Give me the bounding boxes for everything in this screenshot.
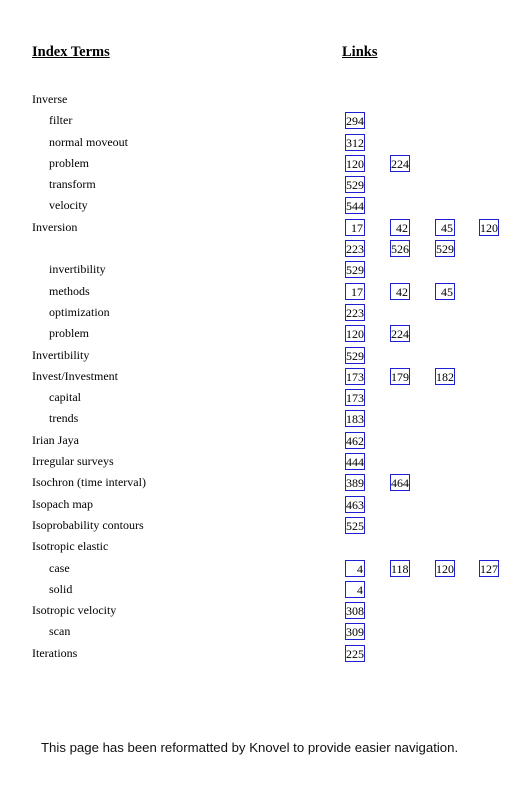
page-link[interactable]: 529 xyxy=(346,348,364,363)
index-term: Irian Jaya xyxy=(32,432,79,447)
page-link[interactable]: 173 xyxy=(346,391,364,406)
index-row xyxy=(0,259,531,280)
index-subterm: velocity xyxy=(49,198,88,213)
index-subterm: normal moveout xyxy=(49,134,128,149)
page-link[interactable]: 173 xyxy=(346,369,364,384)
index-row xyxy=(0,643,531,664)
page-link[interactable]: 462 xyxy=(346,433,364,448)
page-link[interactable]: 118 xyxy=(391,561,409,576)
page-link[interactable]: 17 xyxy=(345,283,365,300)
index-subterm: solid xyxy=(49,581,73,596)
page-link[interactable]: 529 xyxy=(346,178,364,193)
index-term: Inversion xyxy=(32,219,78,234)
page-link[interactable]: 224 xyxy=(391,156,409,171)
index-row xyxy=(0,558,531,579)
page-link[interactable]: 120 xyxy=(436,561,454,576)
page-link[interactable]: 464 xyxy=(391,476,409,491)
index-subterm: transform xyxy=(49,177,96,192)
page-link[interactable]: 309 xyxy=(346,625,364,640)
page-link[interactable]: 529 xyxy=(436,242,454,257)
page-link[interactable]: 120 xyxy=(480,220,498,235)
index-row xyxy=(0,281,531,302)
index-term: Irregular surveys xyxy=(32,454,114,469)
page-link[interactable]: 389 xyxy=(346,476,364,491)
index-row xyxy=(0,195,531,216)
index-term: Invest/Investment xyxy=(32,368,118,383)
index-subterm: capital xyxy=(49,390,81,405)
index-subterm: optimization xyxy=(49,304,110,319)
page-link[interactable]: 294 xyxy=(346,114,364,129)
index-row xyxy=(0,494,531,515)
page-link[interactable]: 45 xyxy=(435,219,455,236)
page-link[interactable]: 312 xyxy=(346,135,364,150)
index-row xyxy=(0,153,531,174)
page-link[interactable]: 45 xyxy=(435,283,455,300)
index-term: Inverse xyxy=(32,92,68,106)
index-terms-heading: Index Terms xyxy=(32,44,110,60)
index-list xyxy=(0,89,531,664)
index-row xyxy=(0,430,531,451)
index-term: Iterations xyxy=(32,645,78,660)
index-row xyxy=(0,238,531,259)
page-link[interactable]: 42 xyxy=(390,219,410,236)
page-link[interactable]: 308 xyxy=(346,604,364,619)
knovel-footer-note: This page has been reformatted by Knovel to provide easier navigation. xyxy=(41,740,459,755)
index-subterm: problem xyxy=(49,155,89,170)
index-subterm: filter xyxy=(49,113,73,128)
index-subterm: invertibility xyxy=(49,262,106,277)
index-subterm: problem xyxy=(49,326,89,341)
links-heading: Links xyxy=(342,44,378,60)
page-link[interactable]: 225 xyxy=(346,646,364,661)
index-term: Isopach map xyxy=(32,496,93,511)
page-link[interactable]: 544 xyxy=(346,199,364,214)
index-row xyxy=(0,132,531,153)
index-row xyxy=(0,217,531,238)
index-row xyxy=(0,387,531,408)
index-term: Isochron (time interval) xyxy=(32,475,146,490)
index-row xyxy=(0,579,531,600)
index-row xyxy=(0,600,531,621)
page-link[interactable]: 182 xyxy=(436,369,454,384)
index-row xyxy=(0,621,531,642)
page-link[interactable]: 529 xyxy=(346,263,364,278)
index-term: Isotropic elastic xyxy=(32,539,109,554)
index-subterm: scan xyxy=(49,624,71,639)
page-link[interactable]: 120 xyxy=(346,327,364,342)
index-row xyxy=(0,302,531,323)
index-subterm: case xyxy=(49,560,70,575)
page-link[interactable]: 223 xyxy=(346,242,364,257)
index-row xyxy=(0,472,531,493)
index-subterm: methods xyxy=(49,283,90,298)
index-term: Invertibility xyxy=(32,347,90,362)
page-link[interactable]: 120 xyxy=(346,156,364,171)
page-link[interactable]: 127 xyxy=(480,561,498,576)
page-link[interactable]: 463 xyxy=(346,497,364,512)
index-row xyxy=(0,110,531,131)
index-row xyxy=(0,366,531,387)
index-row xyxy=(0,174,531,195)
index-term: Isotropic velocity xyxy=(32,603,117,618)
page-link[interactable]: 525 xyxy=(346,518,364,533)
page-link[interactable]: 4 xyxy=(345,560,365,577)
index-row xyxy=(0,89,531,110)
index-term: Isoprobability contours xyxy=(32,517,144,532)
index-row xyxy=(0,323,531,344)
index-row xyxy=(0,536,531,557)
page-link[interactable]: 179 xyxy=(391,369,409,384)
page-link[interactable]: 183 xyxy=(346,412,364,427)
index-row xyxy=(0,345,531,366)
index-row xyxy=(0,515,531,536)
page-link[interactable]: 224 xyxy=(391,327,409,342)
page-link[interactable]: 526 xyxy=(391,242,409,257)
page-link[interactable]: 17 xyxy=(345,219,365,236)
index-subterm: trends xyxy=(49,411,79,426)
page-link[interactable]: 223 xyxy=(346,305,364,320)
page-link[interactable]: 444 xyxy=(346,455,364,470)
page-link[interactable]: 42 xyxy=(390,283,410,300)
index-row xyxy=(0,408,531,429)
page-link[interactable]: 4 xyxy=(345,581,365,598)
index-row xyxy=(0,451,531,472)
